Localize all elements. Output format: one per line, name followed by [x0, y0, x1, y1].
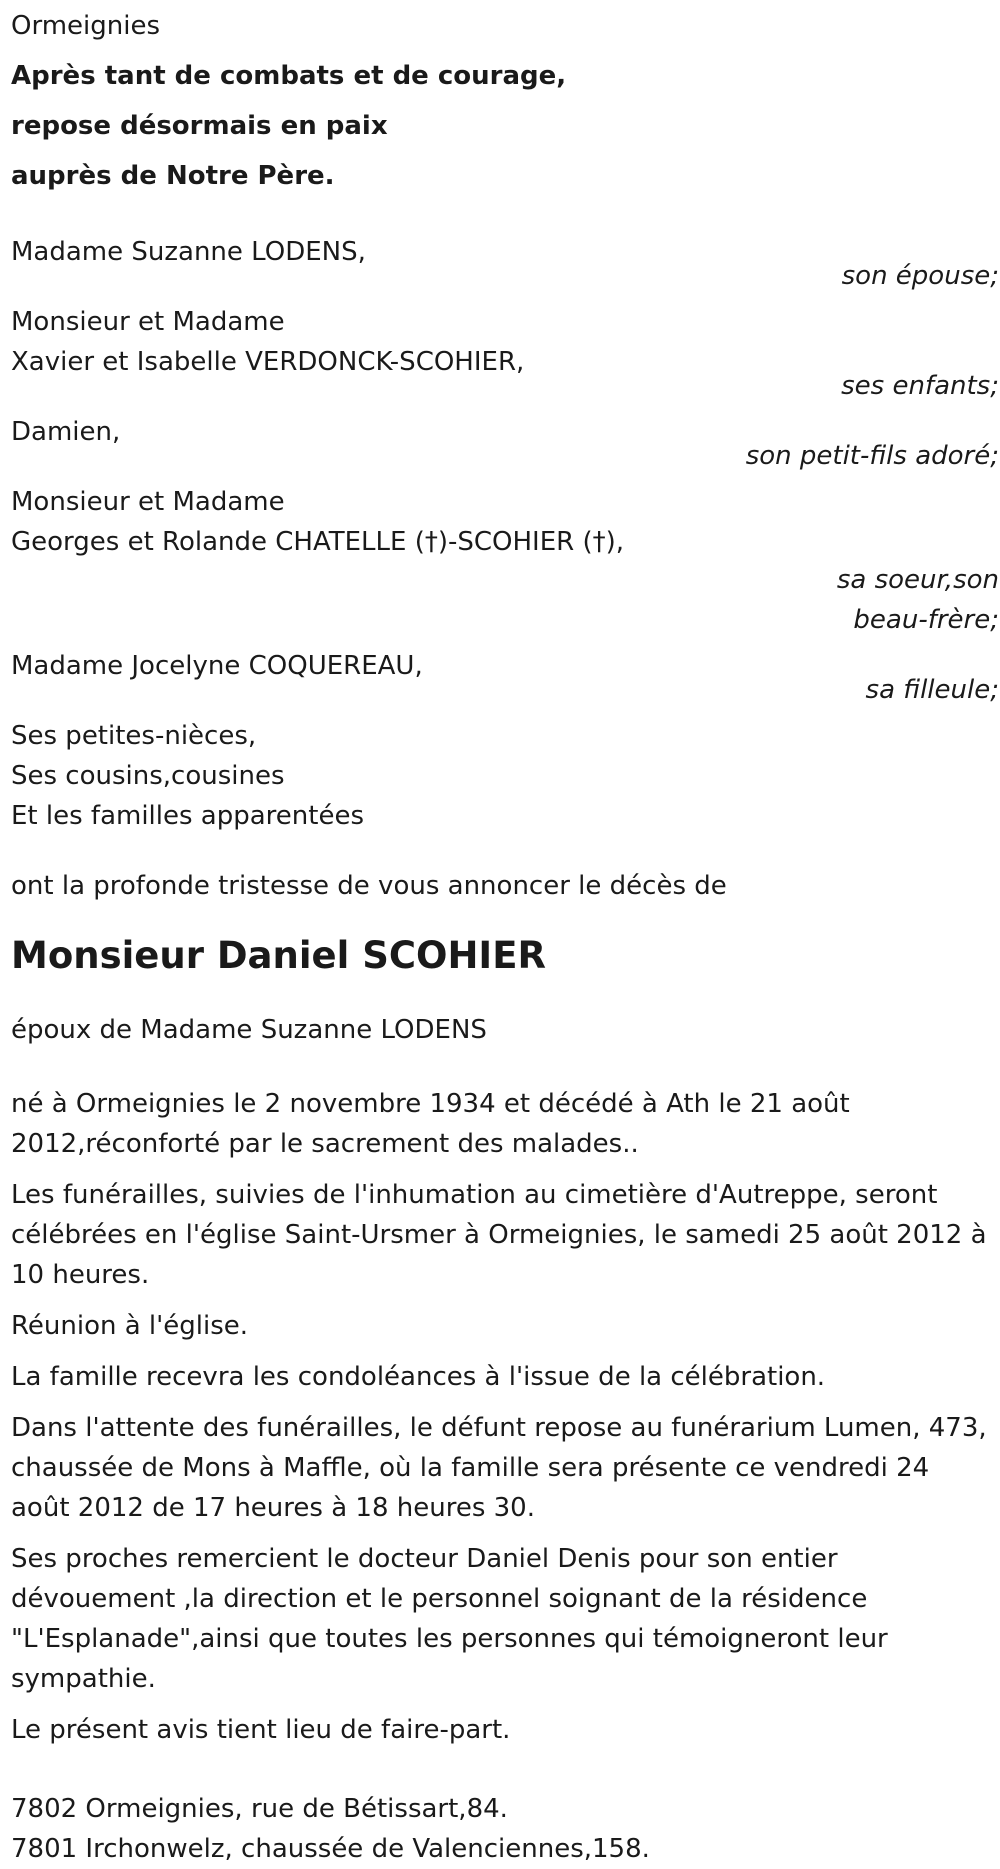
family-member-relation: beau-frère; [853, 605, 999, 635]
family-member-relation: sa soeur,son [836, 565, 999, 595]
family-member-name: Xavier et Isabelle VERDONCK-SCOHIER, [11, 347, 525, 377]
funeral-paragraph: Les funérailles, suivies de l'inhumation au cimetière d'Autreppe, seront célébrées en l'église Saint-Ursmer à Ormeignies, le samedi 25 août 2012 à 10 heures. [11, 1180, 987, 1290]
verse-block [11, 56, 1000, 196]
family-member-name: Georges et Rolande CHATELLE (†)-SCOHIER (†), [11, 527, 625, 557]
other-relatives-line: Et les familles apparentées [11, 801, 365, 831]
funerarium-paragraph: Dans l'attente des funérailles, le défunt repose au funérarium Lumen, 473, chaussée de Mons à Maffle, où la famille sera présente ce vendredi 24 août 2012 de 17 heures à 18 heures 30. [11, 1413, 987, 1523]
family-member-name: Madame Suzanne LODENS, [11, 237, 366, 267]
family-member-goddaughter [11, 646, 999, 710]
family-member-relation: ses enfants; [841, 371, 999, 401]
family-member-relation: son épouse; [841, 261, 999, 291]
family-member-children [11, 302, 999, 406]
notice-paragraph: Le présent avis tient lieu de faire-part. [11, 1715, 511, 1745]
family-member-grandson [11, 412, 999, 476]
thanks-paragraph: Ses proches remercient le docteur Daniel Denis pour son entier dévouement ,la direction et le personnel soignant de la résidence "L'Esplanade",ainsi que toutes les personnes qui témoigneront leur sympathie. [11, 1544, 888, 1694]
announcement-text: ont la profonde tristesse de vous annoncer le décès de [11, 871, 727, 901]
addresses [11, 1789, 1000, 1869]
family-member-relation: sa filleule; [865, 675, 999, 705]
family-member-name: Monsieur et Madame [11, 307, 285, 337]
address-line: 7801 Irchonwelz, chaussée de Valenciennes,158. [11, 1834, 650, 1864]
family-member-name: Damien, [11, 417, 121, 447]
family-member-name: Madame Jocelyne COQUEREAU, [11, 651, 423, 681]
other-relatives [11, 716, 1000, 836]
other-relatives-line: Ses petites-nièces, [11, 721, 257, 751]
deceased-name: Monsieur Daniel SCOHIER [11, 934, 546, 977]
meeting-paragraph: Réunion à l'église. [11, 1311, 249, 1341]
verse-line-2: repose désormais en paix [11, 111, 388, 141]
condolences-paragraph: La famille recevra les condoléances à l'issue de la célébration. [11, 1362, 826, 1392]
family-member-sister [11, 482, 999, 640]
verse-line-1: Après tant de combats et de courage, [11, 61, 567, 91]
spouse-line: époux de Madame Suzanne LODENS [11, 1015, 487, 1045]
birth-death-paragraph: né à Ormeignies le 2 novembre 1934 et décédé à Ath le 21 août 2012,réconforté par le sacrement des malades.. [11, 1089, 850, 1159]
notice-body [11, 1084, 1000, 1750]
town-name: Ormeignies [11, 11, 160, 41]
other-relatives-line: Ses cousins,cousines [11, 761, 285, 791]
family-member-name: Monsieur et Madame [11, 487, 285, 517]
verse-line-3: auprès de Notre Père. [11, 161, 335, 191]
address-line: 7802 Ormeignies, rue de Bétissart,84. [11, 1794, 508, 1824]
family-member-spouse [11, 232, 999, 296]
family-member-relation: son petit-fils adoré; [745, 441, 999, 471]
